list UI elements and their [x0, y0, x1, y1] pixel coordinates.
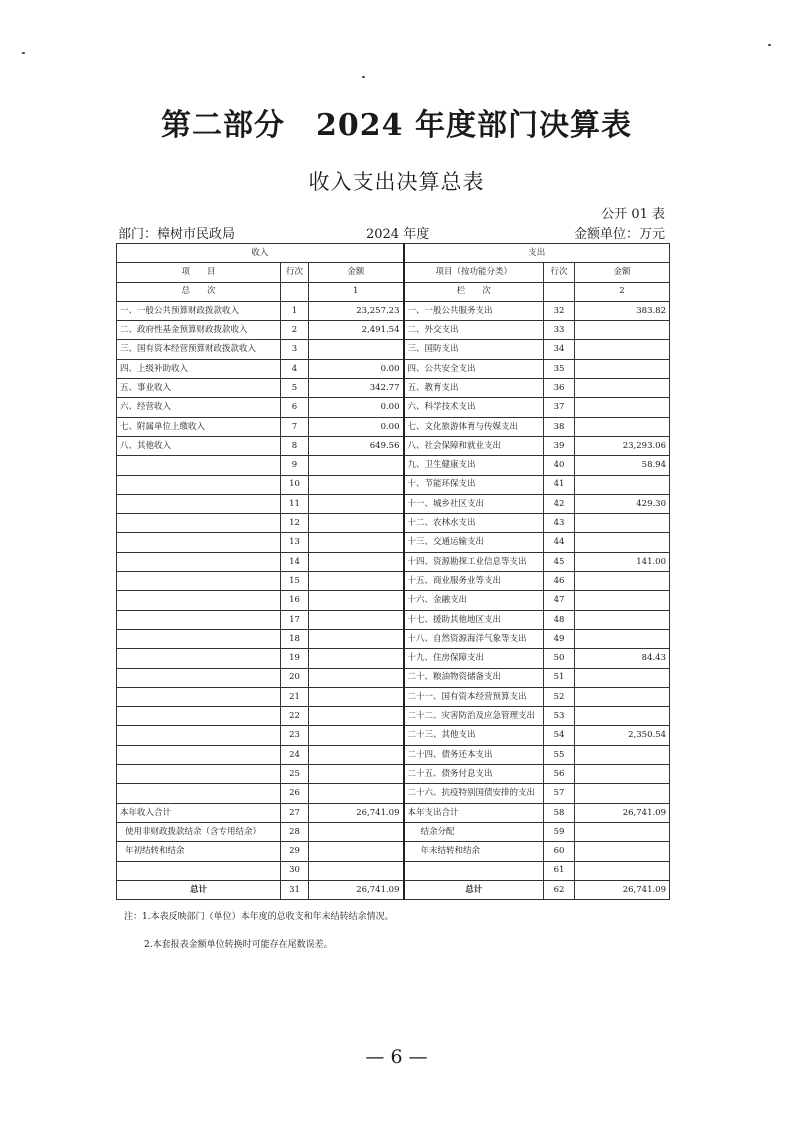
table-row	[117, 321, 670, 340]
income-amount-cell	[309, 822, 404, 841]
income-item-cell	[117, 533, 281, 552]
expense-amount-cell	[575, 591, 670, 610]
expense-amount-cell: 23,293.06	[575, 436, 670, 455]
expense-amount-cell	[575, 321, 670, 340]
expense-item-cell: 八、社会保障和就业支出	[404, 436, 544, 455]
income-item-cell: 总计	[117, 880, 281, 899]
expense-row-no-cell: 48	[544, 610, 575, 629]
income-item-cell	[117, 784, 281, 803]
income-item-cell: 年初结转和结余	[117, 842, 281, 861]
expense-col-blank	[544, 282, 575, 301]
income-row-no-cell: 1	[281, 301, 309, 320]
income-amount-cell	[309, 552, 404, 571]
table-row	[117, 726, 670, 745]
income-item-cell	[117, 726, 281, 745]
expense-amount-cell	[575, 784, 670, 803]
income-item-cell	[117, 572, 281, 591]
expense-item-cell: 十九、住房保障支出	[404, 649, 544, 668]
expense-amount-cell: 141.00	[575, 552, 670, 571]
expense-row-no-cell: 45	[544, 552, 575, 571]
table-row	[117, 707, 670, 726]
income-amount-cell	[309, 456, 404, 475]
expense-amount-cell	[575, 842, 670, 861]
income-row-no-cell: 20	[281, 668, 309, 687]
income-item-cell	[117, 475, 281, 494]
expense-row-no-cell: 57	[544, 784, 575, 803]
expense-amount-cell	[575, 765, 670, 784]
income-row-no-cell: 15	[281, 572, 309, 591]
expense-row-no-cell: 46	[544, 572, 575, 591]
section-header-row	[117, 244, 670, 263]
income-item-cell	[117, 591, 281, 610]
expense-row-no-cell: 34	[544, 340, 575, 359]
expense-row-no-cell: 44	[544, 533, 575, 552]
income-row-no-cell: 25	[281, 765, 309, 784]
expense-row-no-cell: 58	[544, 803, 575, 822]
expense-section-header: 支出	[404, 244, 670, 263]
table-row	[117, 765, 670, 784]
table-row	[117, 456, 670, 475]
table-row	[117, 649, 670, 668]
expense-item-cell: 十一、城乡社区支出	[404, 494, 544, 513]
expense-item-cell: 一、一般公共服务支出	[404, 301, 544, 320]
income-item-cell	[117, 687, 281, 706]
expense-row-no-cell: 40	[544, 456, 575, 475]
income-item-cell: 二、政府性基金预算财政拨款收入	[117, 321, 281, 340]
expense-row-no-cell: 47	[544, 591, 575, 610]
expense-col-label: 栏 次	[404, 282, 544, 301]
income-item-cell	[117, 514, 281, 533]
expense-amount-cell	[575, 417, 670, 436]
income-amount-cell: 0.00	[309, 398, 404, 417]
income-row-no-cell: 22	[281, 707, 309, 726]
income-row-no-cell: 2	[281, 321, 309, 340]
income-item-cell: 七、附属单位上缴收入	[117, 417, 281, 436]
table-body	[117, 244, 670, 900]
expense-amount-cell	[575, 572, 670, 591]
income-row-no-cell: 5	[281, 379, 309, 398]
income-item-cell: 三、国有资本经营预算财政拨款收入	[117, 340, 281, 359]
income-amount-cell: 0.00	[309, 417, 404, 436]
income-amount-cell	[309, 591, 404, 610]
income-row-no-cell: 23	[281, 726, 309, 745]
income-amount-cell: 342.77	[309, 379, 404, 398]
expense-row-no-cell: 62	[544, 880, 575, 899]
expense-row-no-cell: 39	[544, 436, 575, 455]
table-row	[117, 514, 670, 533]
income-item-cell	[117, 668, 281, 687]
income-row-no-cell: 26	[281, 784, 309, 803]
expense-amount-cell: 2,350.54	[575, 726, 670, 745]
table-row	[117, 301, 670, 320]
table-row	[117, 359, 670, 378]
expense-amount-cell	[575, 707, 670, 726]
table-row	[117, 784, 670, 803]
income-item-cell	[117, 707, 281, 726]
expense-item-cell: 十六、金融支出	[404, 591, 544, 610]
table-row	[117, 822, 670, 841]
expense-item-header: 项目（按功能分类）	[404, 263, 544, 282]
income-row-no-cell: 6	[281, 398, 309, 417]
expense-row-no-header: 行次	[544, 263, 575, 282]
income-amount-cell	[309, 475, 404, 494]
note-1: 注：1.本表反映部门（单位）本年度的总收支和年末结转结余情况。	[124, 912, 394, 922]
income-expense-table	[116, 243, 670, 900]
expense-amount-cell: 84.43	[575, 649, 670, 668]
income-item-cell: 本年收入合计	[117, 803, 281, 822]
expense-amount-cell	[575, 398, 670, 417]
income-amount-cell: 649.56	[309, 436, 404, 455]
income-col-index: 1	[309, 282, 404, 301]
expense-item-cell: 九、卫生健康支出	[404, 456, 544, 475]
income-row-no-cell: 13	[281, 533, 309, 552]
expense-amount-cell	[575, 379, 670, 398]
expense-amount-cell	[575, 687, 670, 706]
income-item-cell	[117, 861, 281, 880]
income-amount-cell	[309, 842, 404, 861]
income-row-no-cell: 11	[281, 494, 309, 513]
income-row-no-cell: 30	[281, 861, 309, 880]
income-amount-cell	[309, 745, 404, 764]
expense-item-cell: 年末结转和结余	[404, 842, 544, 861]
income-row-no-cell: 31	[281, 880, 309, 899]
income-item-cell	[117, 610, 281, 629]
income-row-no-cell: 21	[281, 687, 309, 706]
expense-amount-cell	[575, 861, 670, 880]
expense-item-cell: 十七、援助其他地区支出	[404, 610, 544, 629]
income-amount-cell	[309, 861, 404, 880]
expense-item-cell: 二十五、债务付息支出	[404, 765, 544, 784]
income-row-no-cell: 4	[281, 359, 309, 378]
expense-row-no-cell: 36	[544, 379, 575, 398]
income-amount-cell	[309, 765, 404, 784]
expense-item-cell: 十、节能环保支出	[404, 475, 544, 494]
expense-item-cell: 七、文化旅游体育与传媒支出	[404, 417, 544, 436]
expense-row-no-cell: 38	[544, 417, 575, 436]
note-2: 2.本套报表金额单位转换时可能存在尾数误差。	[144, 940, 333, 950]
table-row	[117, 687, 670, 706]
expense-row-no-cell: 33	[544, 321, 575, 340]
income-item-cell	[117, 494, 281, 513]
income-amount-cell: 26,741.09	[309, 880, 404, 899]
expense-row-no-cell: 37	[544, 398, 575, 417]
table-row	[117, 494, 670, 513]
expense-item-cell: 十八、自然资源海洋气象等支出	[404, 629, 544, 648]
income-amount-cell	[309, 649, 404, 668]
expense-row-no-cell: 41	[544, 475, 575, 494]
income-amount-cell	[309, 533, 404, 552]
table-row	[117, 668, 670, 687]
expense-row-no-cell: 49	[544, 629, 575, 648]
income-amount-cell	[309, 726, 404, 745]
income-item-cell: 八、其他收入	[117, 436, 281, 455]
table-row	[117, 610, 670, 629]
income-item-cell	[117, 456, 281, 475]
expense-item-cell: 二十一、国有资本经营预算支出	[404, 687, 544, 706]
income-amount-cell	[309, 668, 404, 687]
income-amount-cell	[309, 572, 404, 591]
expense-item-cell: 十五、商业服务业等支出	[404, 572, 544, 591]
income-amount-cell	[309, 687, 404, 706]
expense-row-no-cell: 32	[544, 301, 575, 320]
expense-amount-cell: 58.94	[575, 456, 670, 475]
expense-amount-cell	[575, 514, 670, 533]
income-row-no-header: 行次	[281, 263, 309, 282]
year-label: 2024 年度	[366, 227, 430, 242]
expense-amount-cell	[575, 629, 670, 648]
table-row	[117, 745, 670, 764]
expense-item-cell: 二十六、抗疫特别国债安排的支出	[404, 784, 544, 803]
table-row	[117, 398, 670, 417]
income-row-no-cell: 17	[281, 610, 309, 629]
page-number: — 6 —	[365, 1046, 428, 1068]
expense-row-no-cell: 50	[544, 649, 575, 668]
income-amount-cell	[309, 494, 404, 513]
table-title: 收入支出决算总表	[308, 170, 485, 194]
expense-item-cell: 二十、粮油物资储备支出	[404, 668, 544, 687]
expense-item-cell: 五、教育支出	[404, 379, 544, 398]
income-amount-cell	[309, 784, 404, 803]
department-label: 部门：樟树市民政局	[118, 227, 236, 242]
income-col-label: 总 次	[117, 282, 281, 301]
income-amount-cell: 0.00	[309, 359, 404, 378]
expense-amount-cell	[575, 668, 670, 687]
income-amount-cell: 2,491.54	[309, 321, 404, 340]
page-title: 第二部分 2024 年度部门决算表	[161, 108, 632, 143]
income-item-cell: 使用非财政拨款结余（含专用结余）	[117, 822, 281, 841]
income-row-no-cell: 7	[281, 417, 309, 436]
income-row-no-cell: 19	[281, 649, 309, 668]
income-row-no-cell: 28	[281, 822, 309, 841]
table-row	[117, 379, 670, 398]
income-item-cell	[117, 745, 281, 764]
income-row-no-cell: 12	[281, 514, 309, 533]
table-row	[117, 803, 670, 822]
unit-label: 金额单位：万元	[573, 227, 665, 242]
table-row	[117, 436, 670, 455]
expense-amount-cell	[575, 822, 670, 841]
table-row	[117, 842, 670, 861]
table-row	[117, 417, 670, 436]
income-col-blank	[281, 282, 309, 301]
expense-amount-cell	[575, 359, 670, 378]
table-row	[117, 475, 670, 494]
income-item-cell: 四、上级补助收入	[117, 359, 281, 378]
income-item-cell: 六、经营收入	[117, 398, 281, 417]
income-item-cell	[117, 629, 281, 648]
form-number: 公开 01 表	[601, 207, 665, 222]
expense-row-no-cell: 59	[544, 822, 575, 841]
table-row	[117, 340, 670, 359]
column-index-row	[117, 282, 670, 301]
expense-amount-cell	[575, 533, 670, 552]
expense-amount-cell	[575, 610, 670, 629]
column-header-row	[117, 263, 670, 282]
table-row	[117, 572, 670, 591]
income-section-header: 收入	[117, 244, 404, 263]
expense-amount-cell: 26,741.09	[575, 803, 670, 822]
expense-amount-cell	[575, 475, 670, 494]
expense-item-cell	[404, 861, 544, 880]
expense-row-no-cell: 42	[544, 494, 575, 513]
income-item-cell	[117, 765, 281, 784]
expense-item-cell: 三、国防支出	[404, 340, 544, 359]
expense-row-no-cell: 56	[544, 765, 575, 784]
expense-item-cell: 二十二、灾害防治及应急管理支出	[404, 707, 544, 726]
expense-item-cell: 二、外交支出	[404, 321, 544, 340]
income-amount-cell	[309, 610, 404, 629]
table-row	[117, 533, 670, 552]
expense-item-cell: 十三、交通运输支出	[404, 533, 544, 552]
expense-item-cell: 二十四、债务还本支出	[404, 745, 544, 764]
income-item-header: 项 目	[117, 263, 281, 282]
income-row-no-cell: 3	[281, 340, 309, 359]
income-item-cell: 一、一般公共预算财政拨款收入	[117, 301, 281, 320]
expense-item-cell: 总计	[404, 880, 544, 899]
income-row-no-cell: 14	[281, 552, 309, 571]
income-row-no-cell: 29	[281, 842, 309, 861]
expense-item-cell: 结余分配	[404, 822, 544, 841]
expense-row-no-cell: 35	[544, 359, 575, 378]
income-row-no-cell: 8	[281, 436, 309, 455]
expense-item-cell: 十二、农林水支出	[404, 514, 544, 533]
expense-item-cell: 二十三、其他支出	[404, 726, 544, 745]
expense-item-cell: 四、公共安全支出	[404, 359, 544, 378]
table-row	[117, 591, 670, 610]
expense-amount-cell: 383.82	[575, 301, 670, 320]
table-row	[117, 552, 670, 571]
expense-amount-cell	[575, 340, 670, 359]
income-amount-cell	[309, 629, 404, 648]
expense-row-no-cell: 60	[544, 842, 575, 861]
expense-row-no-cell: 51	[544, 668, 575, 687]
income-amount-cell: 26,741.09	[309, 803, 404, 822]
expense-item-cell: 六、科学技术支出	[404, 398, 544, 417]
expense-col-index: 2	[575, 282, 670, 301]
expense-item-cell: 本年支出合计	[404, 803, 544, 822]
income-row-no-cell: 16	[281, 591, 309, 610]
income-amount-cell	[309, 514, 404, 533]
table-row	[117, 629, 670, 648]
income-row-no-cell: 24	[281, 745, 309, 764]
total-row	[117, 880, 670, 899]
income-amount-cell	[309, 340, 404, 359]
expense-row-no-cell: 55	[544, 745, 575, 764]
income-row-no-cell: 18	[281, 629, 309, 648]
income-amount-cell	[309, 707, 404, 726]
expense-amount-header: 金额	[575, 263, 670, 282]
income-row-no-cell: 9	[281, 456, 309, 475]
income-item-cell	[117, 649, 281, 668]
expense-row-no-cell: 52	[544, 687, 575, 706]
income-row-no-cell: 27	[281, 803, 309, 822]
income-item-cell	[117, 552, 281, 571]
expense-amount-cell: 26,741.09	[575, 880, 670, 899]
expense-item-cell: 十四、资源勘探工业信息等支出	[404, 552, 544, 571]
income-amount-header: 金额	[309, 263, 404, 282]
income-amount-cell: 23,257.23	[309, 301, 404, 320]
table-row	[117, 861, 670, 880]
expense-amount-cell: 429.30	[575, 494, 670, 513]
income-row-no-cell: 10	[281, 475, 309, 494]
income-item-cell: 五、事业收入	[117, 379, 281, 398]
expense-amount-cell	[575, 745, 670, 764]
expense-row-no-cell: 54	[544, 726, 575, 745]
expense-row-no-cell: 61	[544, 861, 575, 880]
expense-row-no-cell: 43	[544, 514, 575, 533]
expense-row-no-cell: 53	[544, 707, 575, 726]
